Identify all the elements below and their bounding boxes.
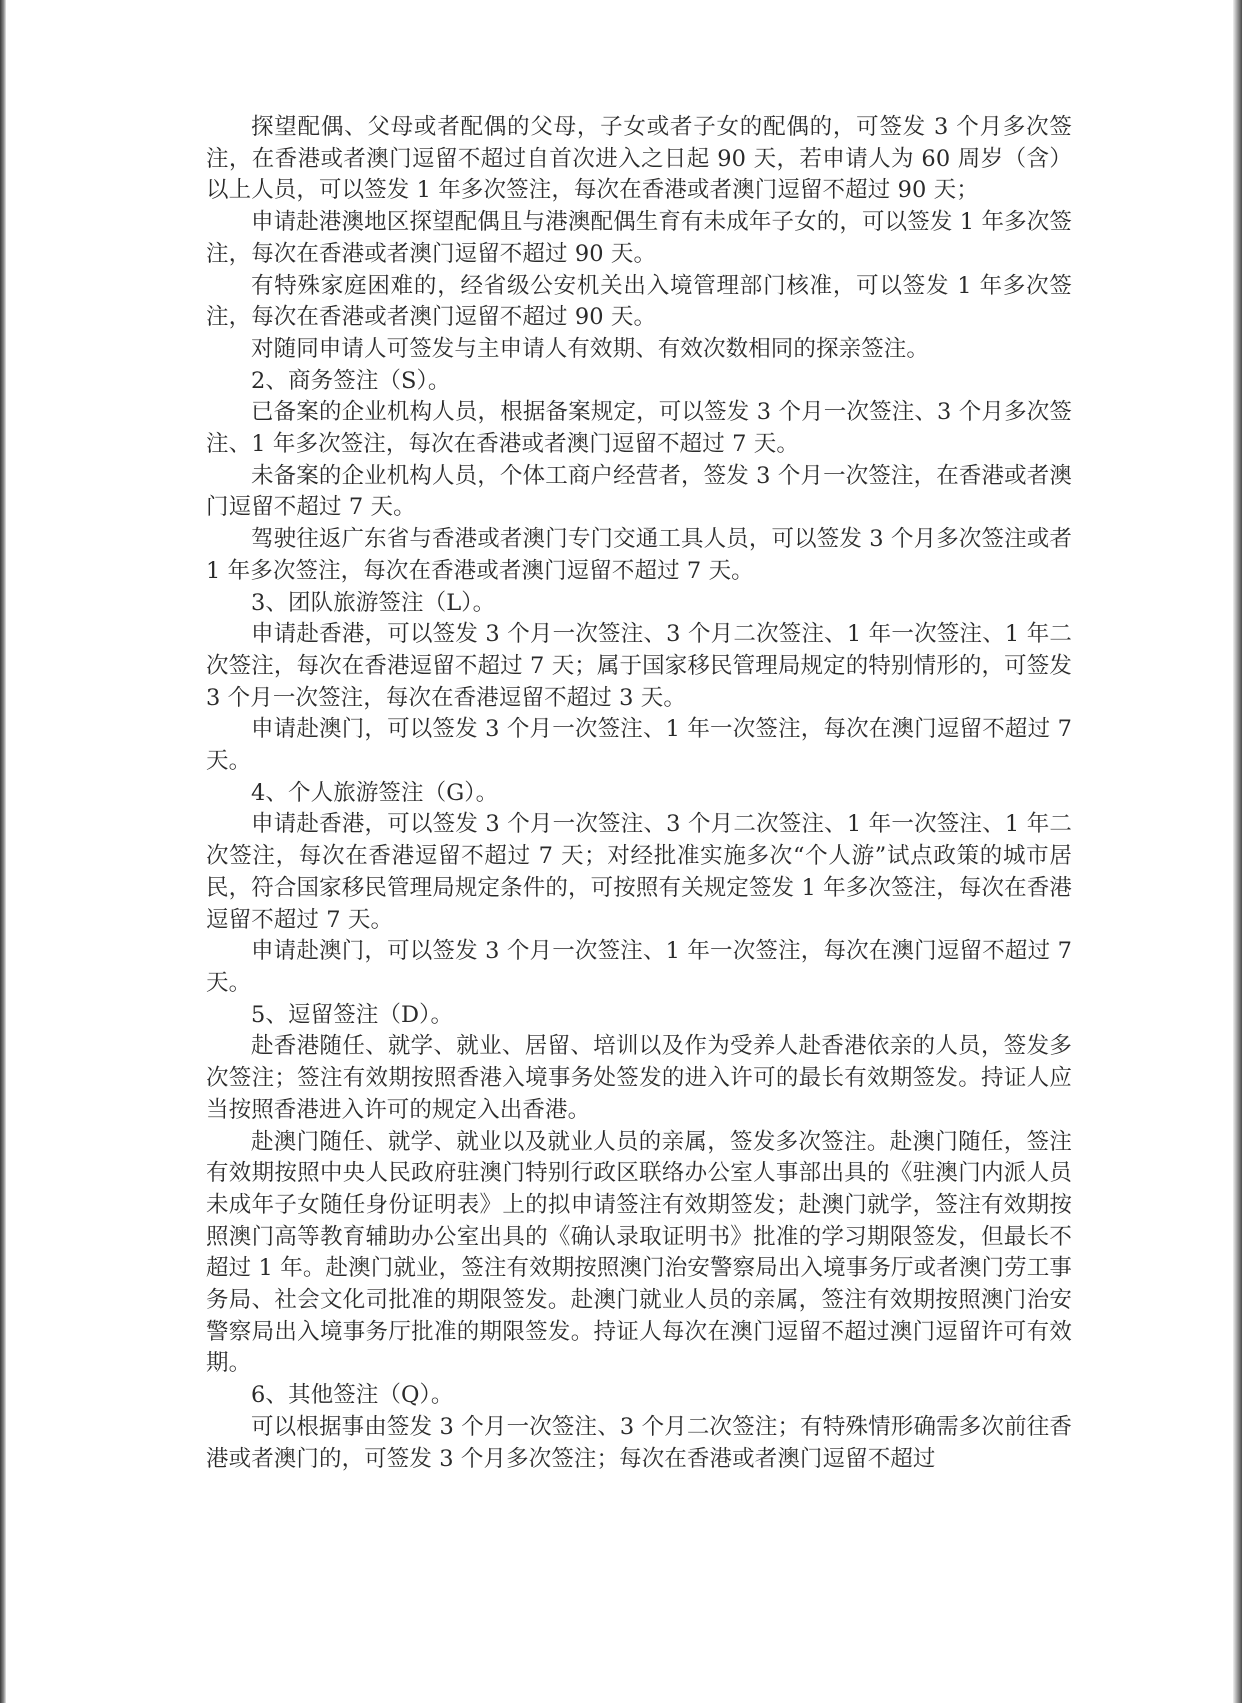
paragraph-stay-macau: 赴澳门随任、就学、就业以及就业人员的亲属，签发多次签注。赴澳门随任，签注有效期按照中央人民政府驻澳门特别行政区联络办公室人事部出具的《驻澳门内派人员未成年子女随任身份证明表》上的拟申请签注有效期签发；赴澳门就学，签注有效期按照澳门高等教育辅助办公室出具的《确认录取证明书》批准的学习期限签发，但最长不超过 1 年。赴澳门就业，签注有效期按照澳门治安警察局出入境事务厅或者澳门劳工事务局、社会文化司批准的期限签发。赴澳门就业人员的亲属，签注有效期按照澳门治安警察局出入境事务厅批准的期限签发。持证人每次在澳门逗留不超过澳门逗留许可有效期。 bbox=[206, 1128, 1072, 1377]
paragraph-group-tour-hongkong: 申请赴香港，可以签发 3 个月一次签注、3 个月二次签注、1 年一次签注、1 年二次签注，每次在香港逗留不超过 7 天；属于国家移民管理局规定的特别情形的，可签发 3 个月一次签注，每次在香港逗留不超过 3 天。 bbox=[206, 621, 1072, 711]
paragraph-individual-tour-macau: 申请赴澳门，可以签发 3 个月一次签注、1 年一次签注，每次在澳门逗留不超过 7 天。 bbox=[206, 938, 1072, 996]
document-body bbox=[206, 112, 1072, 1475]
heading-individual-tour-endorsement: 4、个人旅游签注（G）。 bbox=[251, 779, 499, 806]
scan-border-left bbox=[0, 0, 6, 1703]
paragraph-other-endorsement: 可以根据事由签发 3 个月一次签注、3 个月二次签注；有特殊情形确需多次前往香港或者澳门的，可签发 3 个月多次签注；每次在香港或者澳门逗留不超过 bbox=[206, 1413, 1072, 1472]
paragraph-special-family-hardship: 有特殊家庭困难的，经省级公安机关出入境管理部门核准，可以签发 1 年多次签注，每次在香港或者澳门逗留不超过 90 天。 bbox=[206, 272, 1072, 331]
paragraph-transport-drivers: 驾驶往返广东省与香港或者澳门专门交通工具人员，可以签发 3 个月多次签注或者 1 年多次签注，每次在香港或者澳门逗留不超过 7 天。 bbox=[206, 526, 1072, 584]
paragraph-accompanying-applicant: 对随同申请人可签发与主申请人有效期、有效次数相同的探亲签注。 bbox=[251, 335, 930, 362]
heading-other-endorsement: 6、其他签注（Q）。 bbox=[251, 1382, 454, 1409]
paragraph-family-visit-minor-children: 申请赴港澳地区探望配偶且与港澳配偶生育有未成年子女的，可以签发 1 年多次签注，每次在香港或者澳门逗留不超过 90 天。 bbox=[206, 209, 1072, 267]
paragraph-unregistered-enterprise: 未备案的企业机构人员，个体工商户经营者，签发 3 个月一次签注，在香港或者澳门逗留不超过 7 天。 bbox=[206, 462, 1072, 521]
paragraph-family-visit-spouse-parents: 探望配偶、父母或者配偶的父母，子女或者子女的配偶的，可签发 3 个月多次签注，在香港或者澳门逗留不超过自首次进入之日起 90 天，若申请人为 60 周岁（含）以上人员，可以签发 1 年多次签注，每次在香港或者澳门逗留不超过 90 天； bbox=[206, 114, 1072, 204]
paragraph-registered-enterprise: 已备案的企业机构人员，根据备案规定，可以签发 3 个月一次签注、3 个月多次签注、1 年多次签注，每次在香港或者澳门逗留不超过 7 天。 bbox=[206, 399, 1072, 458]
paragraph-stay-hongkong: 赴香港随任、就学、就业、居留、培训以及作为受养人赴香港依亲的人员，签发多次签注；签注有效期按照香港入境事务处签发的进入许可的最长有效期签发。持证人应当按照香港进入许可的规定入出香港。 bbox=[206, 1033, 1072, 1123]
paragraph-group-tour-macau: 申请赴澳门，可以签发 3 个月一次签注、1 年一次签注，每次在澳门逗留不超过 7 天。 bbox=[206, 716, 1072, 775]
heading-business-endorsement: 2、商务签注（S）。 bbox=[251, 367, 451, 394]
paragraph-individual-tour-hongkong: 申请赴香港，可以签发 3 个月一次签注、3 个月二次签注、1 年一次签注、1 年二次签注，每次在香港逗留不超过 7 天；对经批准实施多次“个人游”试点政策的城市居民，符合国家移民管理局规定条件的，可按照有关规定签发 1 年多次签注，每次在香港逗留不超过 7 天。 bbox=[206, 811, 1072, 933]
heading-group-tour-endorsement: 3、团队旅游签注（L）。 bbox=[251, 589, 496, 616]
scan-border-right bbox=[1233, 0, 1242, 1703]
heading-stay-endorsement: 5、逗留签注（D）。 bbox=[251, 1001, 454, 1028]
